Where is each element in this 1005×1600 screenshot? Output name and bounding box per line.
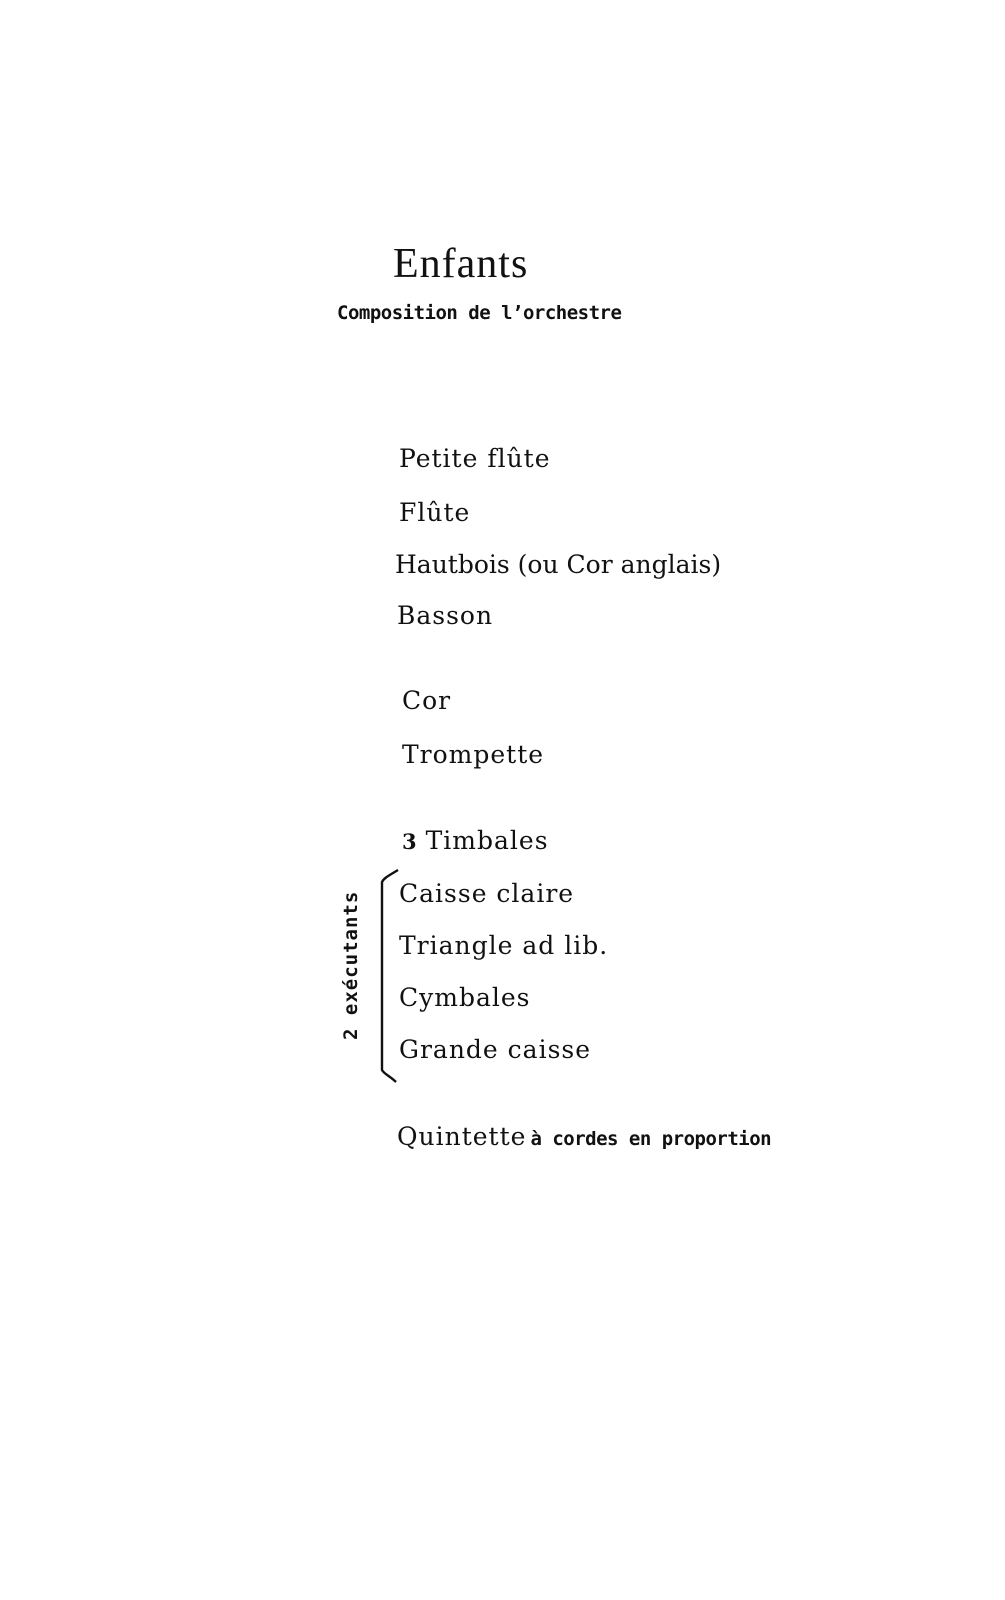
page-subtitle: Composition de l’orchestre (337, 302, 622, 324)
instrument-basson: Basson (397, 601, 494, 630)
timbales-label: Timbales (425, 826, 549, 855)
instrument-caisse-claire: Caisse claire (399, 879, 575, 908)
instrument-cor: Cor (402, 686, 452, 715)
strings-line (397, 1122, 771, 1151)
instrument-triangle: Triangle ad lib. (399, 931, 609, 960)
strings-main: Quintette (397, 1122, 527, 1151)
strings-rest: à cordes en proportion (530, 1128, 772, 1150)
page-title: Enfants (393, 241, 529, 287)
timbales-count: 3 (402, 829, 418, 854)
instrument-cymbales: Cymbales (399, 983, 531, 1012)
instrument-timbales (402, 826, 549, 855)
percussion-group-label: 2 exécutants (340, 890, 362, 1040)
instrument-petite-flute: Petite flûte (399, 444, 551, 473)
instrument-trompette: Trompette (402, 740, 545, 769)
instrument-hautbois: Hautbois (ou Cor anglais) (395, 550, 722, 579)
instrument-grande-caisse: Grande caisse (399, 1035, 592, 1064)
instrument-flute: Flûte (399, 498, 471, 527)
